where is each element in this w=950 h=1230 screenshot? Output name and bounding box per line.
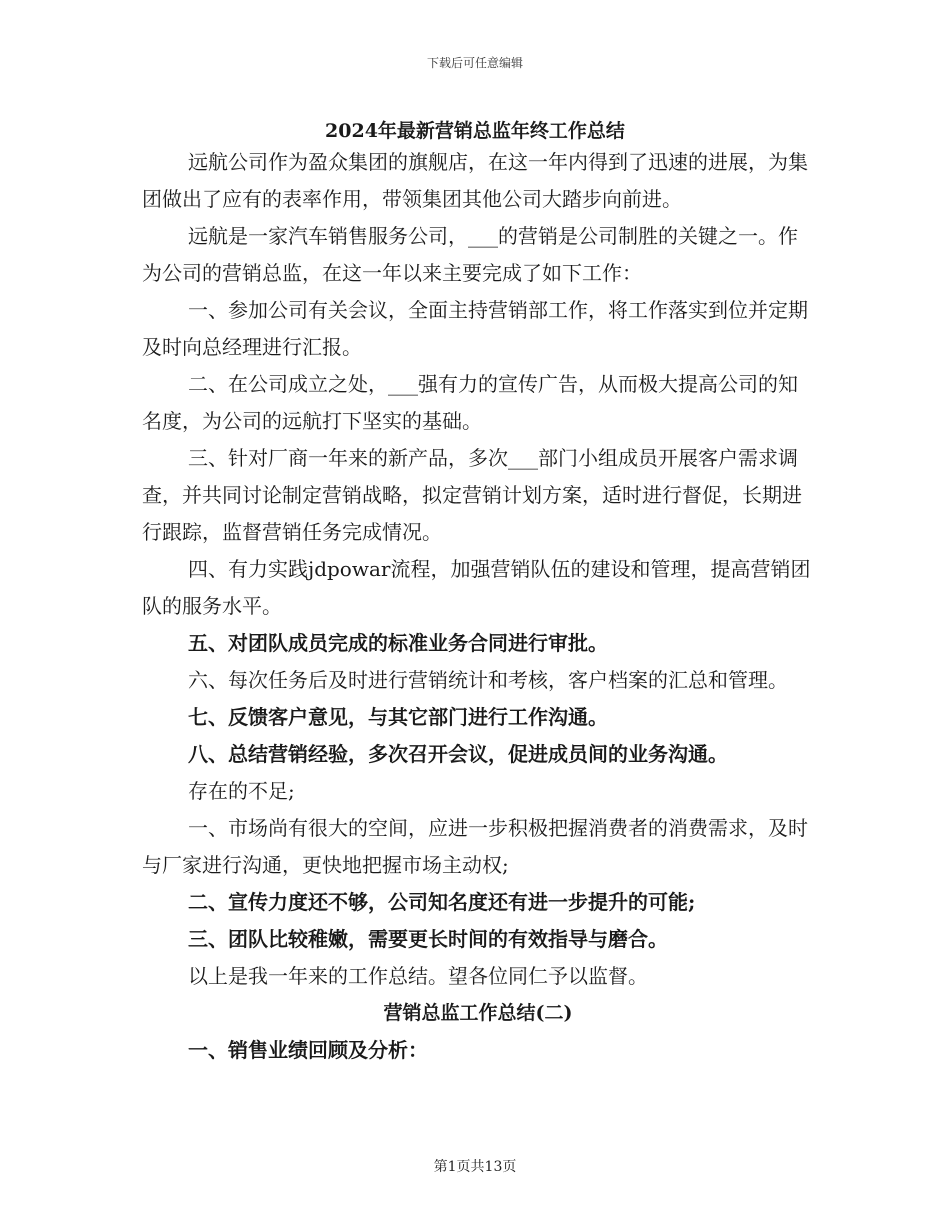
document-title: 2024年最新营销总监年终工作总结 [325, 120, 625, 142]
paragraph: 七、反馈客户意见，与其它部门进行工作沟通。 [188, 705, 608, 729]
page-header-note: 下载后可任意编辑 [426, 56, 523, 70]
paragraph: 远航公司作为盈众集团的旗舰店，在这一年内得到了迅速的进展，为集团做出了应有的表率作用，带领集团其他公司大踏步向前进。 [142, 150, 808, 211]
paragraph: 三、针对厂商一年来的新产品，多次___部门小组成员开展客户需求调查，并共同讨论制定营销战略，拟定营销计划方案，适时进行督促，长期进行跟踪，监督营销任务完成情况。 [142, 446, 802, 544]
paragraph: 三、团队比较稚嫩，需要更长时间的有效指导与磨合。 [188, 927, 668, 951]
paragraph: 存在的不足; [188, 779, 295, 803]
paragraph: 远航是一家汽车销售服务公司，___的营销是公司制胜的关键之一。作为公司的营销总监，在这一年以来主要完成了如下工作： [142, 224, 798, 285]
document-body [142, 144, 814, 1069]
paragraph: 二、宣传力度还不够，公司知名度还有进一步提升的可能; [188, 890, 696, 914]
page-footer-number: 第1页共13页 [433, 1159, 517, 1175]
paragraph: 二、在公司成立之处，___强有力的宣传广告，从而极大提高公司的知名度，为公司的远航打下坚实的基础。 [142, 372, 798, 433]
paragraph: 一、销售业绩回顾及分析： [188, 1038, 428, 1062]
paragraph: 五、对团队成员完成的标准业务合同进行审批。 [188, 631, 608, 655]
paragraph: 六、每次任务后及时进行营销统计和考核，客户档案的汇总和管理。 [188, 668, 788, 692]
paragraph: 一、市场尚有很大的空间，应进一步积极把握消费者的消费需求，及时与厂家进行沟通，更快地把握市场主动权; [142, 816, 808, 877]
paragraph: 八、总结营销经验，多次召开会议，促进成员间的业务沟通。 [188, 742, 728, 766]
paragraph: 四、有力实践jdpowar流程，加强营销队伍的建设和管理，提高营销团队的服务水平。 [142, 557, 811, 618]
section-heading: 营销总监工作总结(二) [383, 1002, 573, 1024]
paragraph: 一、参加公司有关会议，全面主持营销部工作，将工作落实到位并定期及时向总经理进行汇报。 [142, 298, 808, 359]
paragraph: 以上是我一年来的工作总结。望各位同仁予以监督。 [188, 964, 648, 988]
